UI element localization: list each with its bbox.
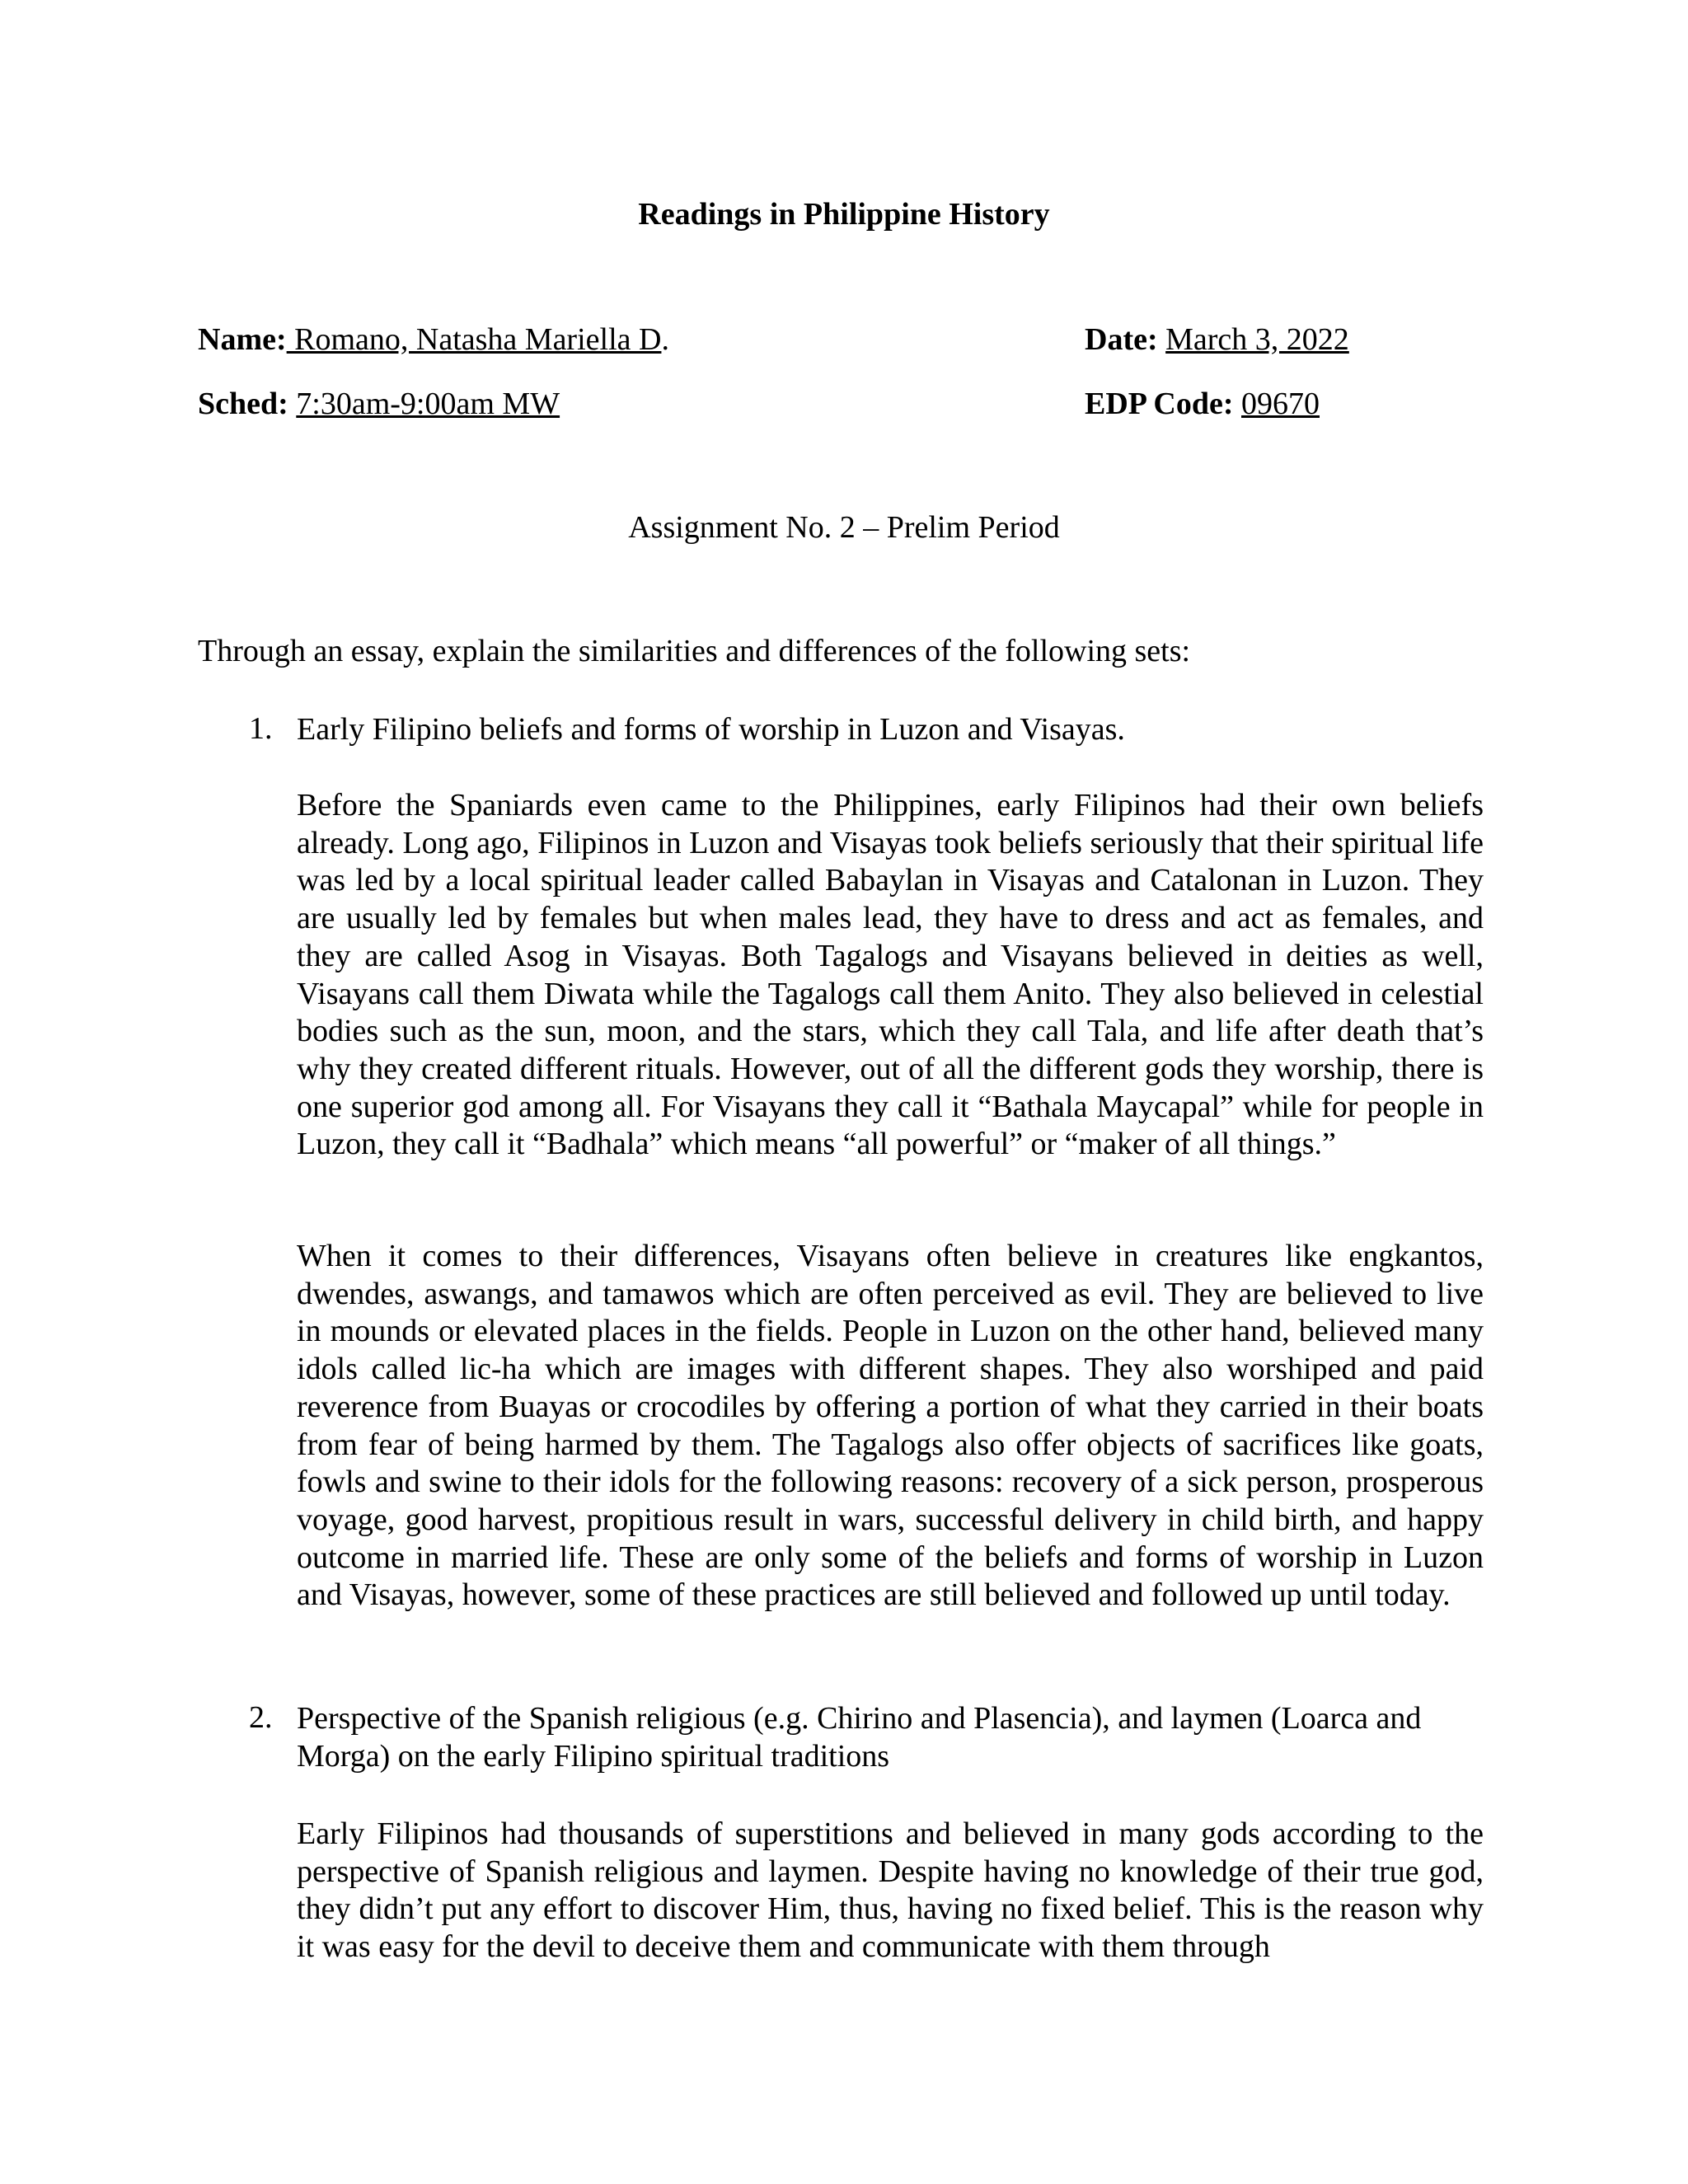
sched-label: Sched:	[198, 387, 288, 421]
name-field	[198, 321, 669, 358]
date-label: Date:	[1085, 322, 1158, 357]
essay-paragraph: Before the Spaniards even came to the Philippines, early Filipinos had their own beliefs already. Long ago, Filipinos in Luzon and Visayas took beliefs seriously that their spiritual life was led by a local spiritual leader called Babaylan in Visayas and Catalonan in Luzon. They are usually led by females but when males lead, they have to dress and act as females, and they are called Asog in Visayas. Both Tagalogs and Visayans believed in deities as well, Visayans call them Diwata while the Tagalogs call them Anito. They also believed in celestial bodies such as the sun, moon, and the stars, which they call Tala, and life after death that’s why they created different rituals. However, out of all the different gods they worship, there is one superior god among all. For Visayans they call it “Bathala Maycapal” while for people in Luzon, they call it “Badhala” which means “all powerful” or “maker of all things.”	[297, 788, 1484, 1162]
list-item-heading: Early Filipino beliefs and forms of worship in Luzon and Visayas.	[297, 712, 1125, 747]
list-item	[198, 710, 1484, 748]
assignment-title: Assignment No. 2 – Prelim Period	[628, 510, 1060, 545]
date-field	[1085, 321, 1349, 358]
document-title: Readings in Philippine History	[638, 197, 1050, 232]
sched-field	[198, 386, 560, 422]
sched-value: 7:30am-9:00am MW	[296, 387, 560, 421]
essay-paragraph: Early Filipinos had thousands of superstitions and believed in many gods according to the perspective of Spanish religious and laymen. Despite having no knowledge of their true god, they didn’t put any effort to discover Him, thus, having no fixed belief. This is the reason why it was easy for the devil to deceive them and communicate with them through	[297, 1816, 1484, 1965]
list-item-number: 1.	[249, 711, 273, 746]
name-value: Romano, Natasha Mariella D	[286, 322, 662, 357]
edp-code-field	[1085, 386, 1320, 422]
essay-paragraph: When it comes to their differences, Visayans often believe in creatures like engkantos, dwendes, aswangs, and tamawos which are often perceived as evil. They are believed to live in mounds or elevated places in the fields. People in Luzon on the other hand, believed many idols called lic-ha which are images with different shapes. They also worshiped and paid reverence from Buayas or crocodiles by offering a portion of what they carried in their boats from fear of being harmed by them. The Tagalogs also offer objects of sacrifices like goats, fowls and swine to their idols for the following reasons: recovery of a sick person, prosperous voyage, good harvest, propitious result in wars, successful delivery in child birth, and happy outcome in married life. These are only some of the beliefs and forms of worship in Luzon and Visayas, however, some of these practices are still believed and followed up until today.	[297, 1239, 1484, 1613]
name-label: Name:	[198, 322, 287, 357]
instruction-text: Through an essay, explain the similarities and differences of the following sets:	[198, 634, 1191, 668]
edp-code-value: 09670	[1241, 387, 1320, 421]
name-suffix: .	[661, 322, 669, 357]
list-item-heading: Perspective of the Spanish religious (e.g. Chirino and Plasencia), and laymen (Loarca and Morga) on the early Filipino spiritual traditions	[297, 1701, 1422, 1774]
list-item	[198, 1699, 1484, 1775]
list-item-number: 2.	[249, 1700, 273, 1735]
edp-code-label: EDP Code:	[1085, 387, 1234, 421]
date-value: March 3, 2022	[1165, 322, 1349, 357]
